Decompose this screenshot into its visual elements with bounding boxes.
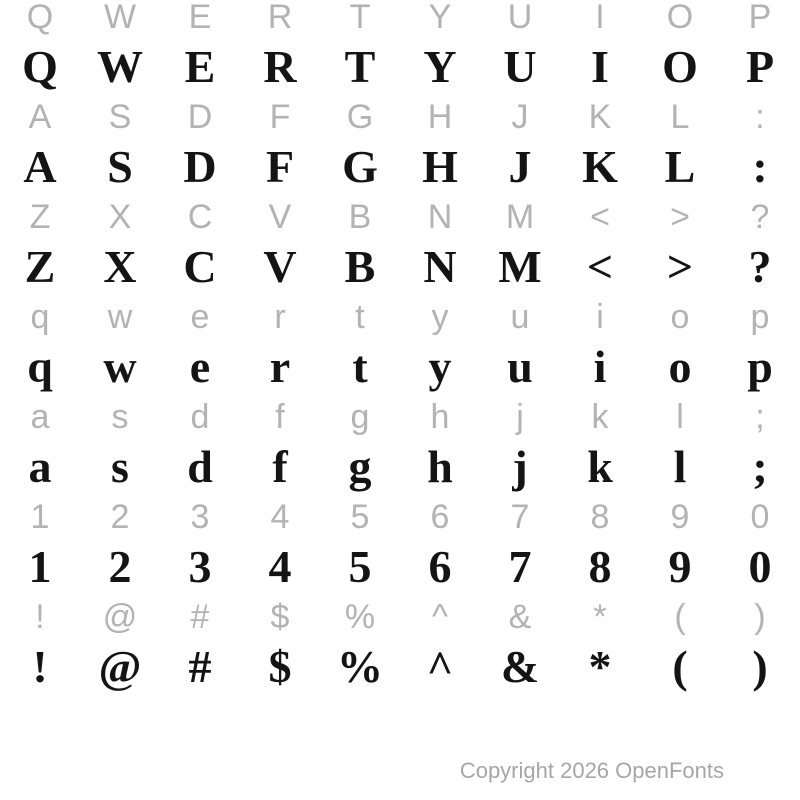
glyph-ink: p: [747, 341, 773, 392]
glyph-muted: 3: [190, 498, 210, 536]
glyph-ink: l: [673, 441, 687, 492]
glyph-muted: >: [670, 198, 690, 236]
glyph-muted: 4: [270, 498, 290, 536]
glyph-muted: O: [666, 0, 694, 36]
glyph-ink: 7: [508, 541, 532, 592]
glyph-ink: >: [666, 241, 694, 292]
glyph-ink: :: [752, 141, 768, 192]
glyph-muted: G: [346, 98, 374, 136]
specimen-row-6: [0, 642, 800, 692]
glyph-muted: V: [268, 198, 292, 236]
preview-row-6: [0, 592, 800, 642]
glyph-ink: g: [348, 441, 372, 492]
glyph-muted: j: [516, 398, 524, 436]
glyph-ink: k: [587, 441, 613, 492]
glyph-ink: A: [23, 141, 57, 192]
glyph-ink: D: [183, 141, 217, 192]
specimen-row-1: [0, 142, 800, 192]
glyph-muted: t: [355, 298, 365, 336]
glyph-muted: &: [508, 598, 532, 636]
glyph-muted: (: [674, 598, 686, 636]
glyph-ink: 2: [108, 541, 132, 592]
glyph-muted: e: [190, 298, 210, 336]
glyph-ink: H: [422, 141, 458, 192]
glyph-muted: 7: [510, 498, 530, 536]
glyph-muted: *: [593, 598, 607, 636]
glyph-muted: A: [28, 98, 52, 136]
glyph-muted: 0: [750, 498, 770, 536]
glyph-ink: @: [98, 641, 142, 692]
glyph-ink: L: [664, 141, 696, 192]
glyph-ink: V: [263, 241, 297, 292]
glyph-ink: q: [27, 341, 53, 392]
glyph-ink: Z: [24, 241, 56, 292]
glyph-muted: Z: [29, 198, 51, 236]
glyph-muted: w: [107, 298, 133, 336]
glyph-ink: E: [184, 41, 216, 92]
glyph-muted: l: [676, 398, 684, 436]
glyph-ink: 8: [588, 541, 612, 592]
glyph-ink: 4: [268, 541, 292, 592]
glyph-ink: $: [268, 641, 292, 692]
glyph-ink: W: [97, 41, 143, 92]
glyph-ink: X: [103, 241, 137, 292]
glyph-ink: S: [107, 141, 133, 192]
glyph-muted: %: [344, 598, 376, 636]
glyph-ink: ?: [748, 241, 772, 292]
glyph-ink: T: [344, 41, 376, 92]
glyph-muted: #: [190, 598, 210, 636]
glyph-ink: f: [272, 441, 288, 492]
glyph-muted: W: [103, 0, 137, 36]
glyph-muted: F: [269, 98, 291, 136]
glyph-muted: B: [348, 198, 372, 236]
glyph-muted: a: [30, 398, 50, 436]
glyph-ink: &: [500, 641, 540, 692]
glyph-muted: o: [670, 298, 690, 336]
glyph-ink: G: [342, 141, 378, 192]
glyph-ink: B: [344, 241, 376, 292]
preview-row-2: [0, 192, 800, 242]
glyph-muted: N: [427, 198, 453, 236]
glyph-ink: O: [662, 41, 698, 92]
glyph-ink: N: [423, 241, 457, 292]
glyph-muted: ): [754, 598, 766, 636]
glyph-muted: J: [511, 98, 529, 136]
glyph-muted: P: [748, 0, 772, 36]
glyph-ink: ^: [426, 641, 454, 692]
glyph-ink: u: [507, 341, 533, 392]
glyph-ink: ): [752, 641, 768, 692]
glyph-ink: t: [352, 341, 368, 392]
glyph-ink: 0: [748, 541, 772, 592]
glyph-ink: R: [263, 41, 297, 92]
glyph-ink: a: [28, 441, 52, 492]
glyph-ink: h: [427, 441, 453, 492]
glyph-muted: U: [507, 0, 533, 36]
preview-row-4: [0, 392, 800, 442]
glyph-ink: #: [188, 641, 212, 692]
glyph-ink: Q: [22, 41, 58, 92]
glyph-ink: U: [503, 41, 537, 92]
glyph-muted: :: [755, 98, 765, 136]
glyph-muted: d: [190, 398, 210, 436]
glyph-muted: H: [427, 98, 453, 136]
glyph-muted: D: [187, 98, 213, 136]
specimen-row-0: [0, 42, 800, 92]
glyph-muted: f: [275, 398, 285, 436]
glyph-ink: d: [187, 441, 213, 492]
glyph-ink: C: [183, 241, 217, 292]
glyph-ink: J: [508, 141, 532, 192]
glyph-muted: X: [108, 198, 132, 236]
glyph-ink: ;: [752, 441, 768, 492]
glyph-muted: M: [505, 198, 535, 236]
preview-row-3: [0, 292, 800, 342]
glyph-ink: j: [512, 441, 528, 492]
glyph-ink: s: [111, 441, 129, 492]
specimen-row-5: [0, 542, 800, 592]
glyph-muted: !: [35, 598, 45, 636]
glyph-muted: E: [188, 0, 212, 36]
glyph-ink: y: [428, 341, 452, 392]
glyph-muted: i: [596, 298, 604, 336]
specimen-row-4: [0, 442, 800, 492]
glyph-muted: 1: [30, 498, 50, 536]
preview-row-0: [0, 0, 800, 42]
glyph-ink: F: [265, 141, 295, 192]
glyph-ink: %: [337, 641, 383, 692]
glyph-muted: R: [267, 0, 293, 36]
glyph-ink: 1: [28, 541, 52, 592]
glyph-ink: r: [269, 341, 291, 392]
glyph-muted: $: [270, 598, 290, 636]
glyph-ink: o: [668, 341, 692, 392]
specimen-row-3: [0, 342, 800, 392]
glyph-ink: 6: [428, 541, 452, 592]
glyph-ink: P: [745, 41, 775, 92]
glyph-muted: Y: [428, 0, 452, 36]
glyph-muted: k: [591, 398, 609, 436]
glyph-ink: w: [103, 341, 137, 392]
glyph-muted: S: [108, 98, 132, 136]
glyph-muted: K: [588, 98, 612, 136]
glyph-muted: s: [111, 398, 129, 436]
glyph-ink: M: [498, 241, 542, 292]
glyph-ink: 9: [668, 541, 692, 592]
glyph-ink: I: [591, 41, 609, 92]
glyph-ink: !: [32, 641, 48, 692]
glyph-muted: <: [590, 198, 610, 236]
glyph-muted: r: [274, 298, 286, 336]
glyph-ink: 3: [188, 541, 212, 592]
glyph-ink: e: [189, 341, 211, 392]
glyph-muted: ;: [755, 398, 765, 436]
glyph-ink: *: [588, 641, 612, 692]
glyph-muted: ^: [432, 598, 448, 636]
glyph-ink: 5: [348, 541, 372, 592]
specimen-row-2: [0, 242, 800, 292]
glyph-ink: Y: [423, 41, 457, 92]
preview-row-5: [0, 492, 800, 542]
glyph-muted: L: [670, 98, 690, 136]
glyph-muted: 6: [430, 498, 450, 536]
glyph-muted: 5: [350, 498, 370, 536]
glyph-muted: y: [431, 298, 449, 336]
glyph-ink: K: [582, 141, 618, 192]
glyph-muted: C: [187, 198, 213, 236]
copyright-text: Copyright 2026 OpenFonts: [459, 758, 724, 783]
glyph-muted: @: [102, 598, 138, 636]
glyph-muted: 8: [590, 498, 610, 536]
glyph-muted: h: [430, 398, 450, 436]
glyph-muted: I: [595, 0, 605, 36]
glyph-muted: Q: [26, 0, 54, 36]
glyph-muted: q: [30, 298, 50, 336]
glyph-ink: (: [672, 641, 688, 692]
glyph-muted: u: [510, 298, 530, 336]
glyph-ink: <: [586, 241, 614, 292]
glyph-muted: ?: [750, 198, 770, 236]
glyph-muted: g: [350, 398, 370, 436]
glyph-muted: p: [750, 298, 770, 336]
glyph-muted: 2: [110, 498, 130, 536]
glyph-ink: i: [593, 341, 607, 392]
glyph-muted: 9: [670, 498, 690, 536]
preview-row-1: [0, 92, 800, 142]
glyph-muted: T: [349, 0, 371, 36]
